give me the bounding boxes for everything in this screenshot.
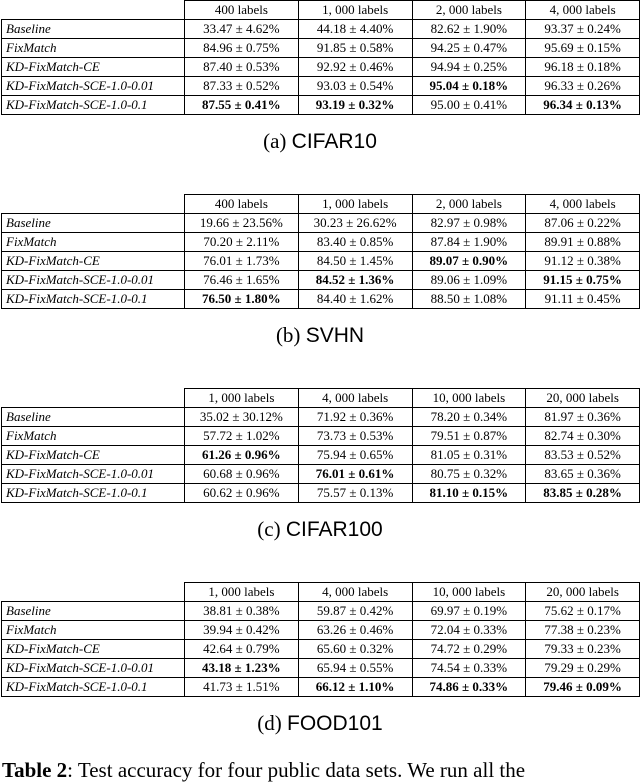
results-table <box>1 0 640 115</box>
value-cell: 94.94 ± 0.25% <box>412 58 526 77</box>
table-caption <box>0 711 640 736</box>
value-cell: 95.69 ± 0.15% <box>526 39 640 58</box>
method-cell: KD-FixMatch-SCE-1.0-0.1 <box>2 290 185 309</box>
value-cell: 95.04 ± 0.18% <box>412 77 526 96</box>
method-cell: FixMatch <box>2 621 185 640</box>
value-cell: 71.92 ± 0.36% <box>298 408 412 427</box>
method-cell: KD-FixMatch-SCE-1.0-0.01 <box>2 465 185 484</box>
value-cell: 87.33 ± 0.52% <box>185 77 299 96</box>
header-row <box>2 195 640 214</box>
value-cell: 77.38 ± 0.23% <box>526 621 640 640</box>
table-row <box>2 252 640 271</box>
header-cell: 10, 000 labels <box>412 389 526 408</box>
value-cell: 75.57 ± 0.13% <box>298 484 412 503</box>
header-cell: 4, 000 labels <box>526 1 640 20</box>
value-cell: 81.10 ± 0.15% <box>412 484 526 503</box>
results-table <box>1 194 640 309</box>
value-cell: 83.85 ± 0.28% <box>526 484 640 503</box>
table-row <box>2 290 640 309</box>
value-cell: 96.18 ± 0.18% <box>526 58 640 77</box>
value-cell: 82.97 ± 0.98% <box>412 214 526 233</box>
value-cell: 82.62 ± 1.90% <box>412 20 526 39</box>
table-caption <box>0 517 640 542</box>
header-cell: 1, 000 labels <box>298 195 412 214</box>
value-cell: 93.37 ± 0.24% <box>526 20 640 39</box>
header-cell: 1, 000 labels <box>185 389 299 408</box>
table-block-cifar100 <box>0 388 640 542</box>
value-cell: 73.73 ± 0.53% <box>298 427 412 446</box>
value-cell: 70.20 ± 2.11% <box>185 233 299 252</box>
header-cell <box>2 583 185 602</box>
value-cell: 76.46 ± 1.65% <box>185 271 299 290</box>
value-cell: 82.74 ± 0.30% <box>526 427 640 446</box>
results-table <box>1 388 640 503</box>
value-cell: 75.94 ± 0.65% <box>298 446 412 465</box>
results-table <box>1 582 640 697</box>
method-cell: KD-FixMatch-SCE-1.0-0.01 <box>2 271 185 290</box>
value-cell: 89.91 ± 0.88% <box>526 233 640 252</box>
method-cell: KD-FixMatch-SCE-1.0-0.1 <box>2 484 185 503</box>
value-cell: 96.34 ± 0.13% <box>526 96 640 115</box>
header-cell: 2, 000 labels <box>412 195 526 214</box>
value-cell: 65.60 ± 0.32% <box>298 640 412 659</box>
value-cell: 60.62 ± 0.96% <box>185 484 299 503</box>
header-cell: 1, 000 labels <box>298 1 412 20</box>
caption-label: (a) <box>263 129 287 153</box>
table-row <box>2 602 640 621</box>
method-cell: FixMatch <box>2 427 185 446</box>
value-cell: 74.86 ± 0.33% <box>412 678 526 697</box>
value-cell: 84.96 ± 0.75% <box>185 39 299 58</box>
method-cell: Baseline <box>2 20 185 39</box>
value-cell: 60.68 ± 0.96% <box>185 465 299 484</box>
table-row <box>2 621 640 640</box>
table-row <box>2 427 640 446</box>
header-row <box>2 583 640 602</box>
value-cell: 83.65 ± 0.36% <box>526 465 640 484</box>
header-cell: 400 labels <box>185 195 299 214</box>
caption-dataset: CIFAR100 <box>285 518 383 541</box>
value-cell: 83.40 ± 0.85% <box>298 233 412 252</box>
table-block-cifar10 <box>0 0 640 154</box>
value-cell: 69.97 ± 0.19% <box>412 602 526 621</box>
method-cell: KD-FixMatch-CE <box>2 640 185 659</box>
value-cell: 75.62 ± 0.17% <box>526 602 640 621</box>
value-cell: 74.54 ± 0.33% <box>412 659 526 678</box>
header-cell <box>2 389 185 408</box>
value-cell: 39.94 ± 0.42% <box>185 621 299 640</box>
method-cell: KD-FixMatch-SCE-1.0-0.1 <box>2 678 185 697</box>
caption-label: (b) <box>275 323 301 347</box>
value-cell: 63.26 ± 0.46% <box>298 621 412 640</box>
table-row <box>2 58 640 77</box>
table-row <box>2 20 640 39</box>
table-row <box>2 640 640 659</box>
caption-dataset: FOOD101 <box>287 712 383 735</box>
value-cell: 33.47 ± 4.62% <box>185 20 299 39</box>
header-row <box>2 1 640 20</box>
table-caption <box>0 129 640 154</box>
method-cell: KD-FixMatch-SCE-1.0-0.01 <box>2 77 185 96</box>
table-row <box>2 233 640 252</box>
value-cell: 41.73 ± 1.51% <box>185 678 299 697</box>
value-cell: 61.26 ± 0.96% <box>185 446 299 465</box>
header-cell: 20, 000 labels <box>526 389 640 408</box>
value-cell: 87.06 ± 0.22% <box>526 214 640 233</box>
table-footnote <box>2 758 525 782</box>
method-cell: FixMatch <box>2 233 185 252</box>
method-cell: KD-FixMatch-CE <box>2 58 185 77</box>
method-cell: KD-FixMatch-CE <box>2 252 185 271</box>
value-cell: 81.97 ± 0.36% <box>526 408 640 427</box>
table-row <box>2 446 640 465</box>
value-cell: 92.92 ± 0.46% <box>298 58 412 77</box>
table-row <box>2 39 640 58</box>
header-row <box>2 389 640 408</box>
caption-label: (c) <box>257 517 281 541</box>
table-row <box>2 96 640 115</box>
header-cell: 4, 000 labels <box>298 583 412 602</box>
value-cell: 91.85 ± 0.58% <box>298 39 412 58</box>
value-cell: 79.46 ± 0.09% <box>526 678 640 697</box>
value-cell: 59.87 ± 0.42% <box>298 602 412 621</box>
value-cell: 65.94 ± 0.55% <box>298 659 412 678</box>
method-cell: Baseline <box>2 214 185 233</box>
value-cell: 84.52 ± 1.36% <box>298 271 412 290</box>
value-cell: 76.01 ± 1.73% <box>185 252 299 271</box>
value-cell: 95.00 ± 0.41% <box>412 96 526 115</box>
value-cell: 43.18 ± 1.23% <box>185 659 299 678</box>
header-cell <box>2 195 185 214</box>
table-row <box>2 77 640 96</box>
method-cell: KD-FixMatch-SCE-1.0-0.01 <box>2 659 185 678</box>
value-cell: 91.11 ± 0.45% <box>526 290 640 309</box>
header-cell <box>2 1 185 20</box>
footnote-text: : Test accuracy for four public data sets. We run all the <box>67 758 526 782</box>
value-cell: 79.29 ± 0.29% <box>526 659 640 678</box>
table-block-svhn <box>0 194 640 348</box>
header-cell: 4, 000 labels <box>526 195 640 214</box>
value-cell: 57.72 ± 1.02% <box>185 427 299 446</box>
value-cell: 91.15 ± 0.75% <box>526 271 640 290</box>
table-block-food101 <box>0 582 640 736</box>
value-cell: 84.50 ± 1.45% <box>298 252 412 271</box>
value-cell: 89.06 ± 1.09% <box>412 271 526 290</box>
value-cell: 96.33 ± 0.26% <box>526 77 640 96</box>
value-cell: 78.20 ± 0.34% <box>412 408 526 427</box>
caption-dataset: SVHN <box>305 324 365 347</box>
value-cell: 44.18 ± 4.40% <box>298 20 412 39</box>
value-cell: 84.40 ± 1.62% <box>298 290 412 309</box>
value-cell: 76.50 ± 1.80% <box>185 290 299 309</box>
header-cell: 20, 000 labels <box>526 583 640 602</box>
caption-dataset: CIFAR10 <box>291 130 377 153</box>
header-cell: 1, 000 labels <box>185 583 299 602</box>
value-cell: 87.40 ± 0.53% <box>185 58 299 77</box>
method-cell: KD-FixMatch-SCE-1.0-0.1 <box>2 96 185 115</box>
value-cell: 30.23 ± 26.62% <box>298 214 412 233</box>
value-cell: 91.12 ± 0.38% <box>526 252 640 271</box>
method-cell: FixMatch <box>2 39 185 58</box>
header-cell: 4, 000 labels <box>298 389 412 408</box>
value-cell: 76.01 ± 0.61% <box>298 465 412 484</box>
method-cell: Baseline <box>2 602 185 621</box>
value-cell: 94.25 ± 0.47% <box>412 39 526 58</box>
table-number: Table 2 <box>2 758 68 782</box>
header-cell: 400 labels <box>185 1 299 20</box>
value-cell: 87.55 ± 0.41% <box>185 96 299 115</box>
value-cell: 83.53 ± 0.52% <box>526 446 640 465</box>
table-row <box>2 678 640 697</box>
table-row <box>2 484 640 503</box>
value-cell: 80.75 ± 0.32% <box>412 465 526 484</box>
value-cell: 88.50 ± 1.08% <box>412 290 526 309</box>
value-cell: 93.19 ± 0.32% <box>298 96 412 115</box>
table-row <box>2 465 640 484</box>
table-row <box>2 659 640 678</box>
method-cell: Baseline <box>2 408 185 427</box>
table-row <box>2 271 640 290</box>
table-caption <box>0 323 640 348</box>
header-cell: 2, 000 labels <box>412 1 526 20</box>
value-cell: 38.81 ± 0.38% <box>185 602 299 621</box>
header-cell: 10, 000 labels <box>412 583 526 602</box>
value-cell: 87.84 ± 1.90% <box>412 233 526 252</box>
value-cell: 19.66 ± 23.56% <box>185 214 299 233</box>
method-cell: KD-FixMatch-CE <box>2 446 185 465</box>
caption-label: (d) <box>257 711 282 735</box>
value-cell: 72.04 ± 0.33% <box>412 621 526 640</box>
value-cell: 35.02 ± 30.12% <box>185 408 299 427</box>
value-cell: 42.64 ± 0.79% <box>185 640 299 659</box>
value-cell: 79.51 ± 0.87% <box>412 427 526 446</box>
value-cell: 66.12 ± 1.10% <box>298 678 412 697</box>
value-cell: 74.72 ± 0.29% <box>412 640 526 659</box>
value-cell: 89.07 ± 0.90% <box>412 252 526 271</box>
value-cell: 93.03 ± 0.54% <box>298 77 412 96</box>
table-row <box>2 408 640 427</box>
table-row <box>2 214 640 233</box>
value-cell: 81.05 ± 0.31% <box>412 446 526 465</box>
value-cell: 79.33 ± 0.23% <box>526 640 640 659</box>
